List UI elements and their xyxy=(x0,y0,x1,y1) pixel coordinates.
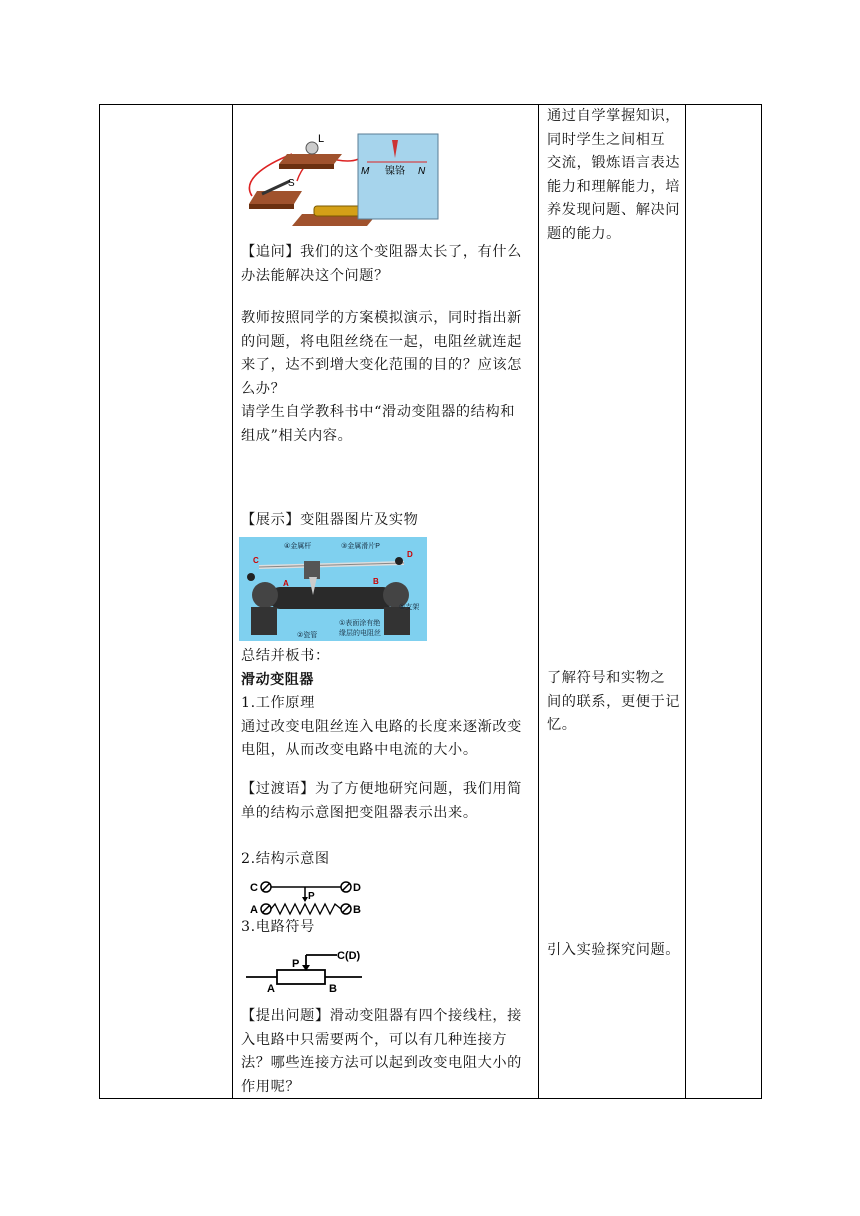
text-line: 能力和理解能力，培 xyxy=(547,178,681,195)
switch-label: S xyxy=(288,178,295,189)
text-line: 么办？ xyxy=(241,380,286,397)
symbol-b-label: B xyxy=(329,983,337,995)
struct-p-label: P xyxy=(308,891,315,902)
text-line: 组成”相关内容。 xyxy=(241,427,353,444)
text-line: 来了，达不到增大变化范围的目的？应该怎 xyxy=(241,357,522,373)
text-line: 同时学生之间相互 xyxy=(547,131,666,148)
slider-label: ③金属滑片P xyxy=(341,543,380,550)
d-label: D xyxy=(407,550,413,559)
text-line: 【过渡语】为了方便地研究问题，我们用简 xyxy=(241,781,522,797)
show-heading xyxy=(241,509,536,533)
symbol-p-label: P xyxy=(292,958,300,970)
struct-d-label: D xyxy=(353,882,361,894)
rod-label: ④金属杆 xyxy=(284,543,312,550)
text-line: 单的结构示意图把变阻器表示出来。 xyxy=(241,804,478,821)
column-divider xyxy=(538,105,539,1098)
struct-a-label: A xyxy=(250,904,258,916)
circuit-diagram xyxy=(242,126,442,230)
design-intent-note-2 xyxy=(547,667,683,738)
text-line: 忆。 xyxy=(547,717,577,733)
text-line: 通过自学掌握知识， xyxy=(547,108,681,124)
text-line: 入电路中只需要两个，可以有几种连接方 xyxy=(241,1031,508,1048)
symbol-a-label: A xyxy=(267,983,275,995)
teacher-demo xyxy=(241,307,536,448)
lamp-label: L xyxy=(318,133,325,145)
text-line: 教师按照同学的方案模拟演示，同时指出新 xyxy=(241,310,522,326)
text-line: 了解符号和实物之 xyxy=(547,670,666,686)
struct-c-label: C xyxy=(250,882,258,894)
section-heading: 滑动变阻器 xyxy=(241,671,314,688)
text-line: 法？哪些连接方法可以起到改变电阻大小的 xyxy=(241,1055,522,1071)
tube-label: ②瓷管 xyxy=(297,632,318,639)
c-label: C xyxy=(253,556,259,565)
transition-block xyxy=(241,778,536,825)
symbol-cd-label: C(D) xyxy=(337,950,361,962)
wire-label: 镍铬 xyxy=(385,166,405,177)
text-line: 养发现问题、解决问 xyxy=(547,202,681,218)
text-line: 通过改变电阻丝连入电路的长度来逐渐改变 xyxy=(241,718,522,735)
b-label: B xyxy=(373,577,379,586)
text-line: 【展示】变阻器图片及实物 xyxy=(241,512,419,528)
rheostat-photo xyxy=(239,537,427,641)
structure-heading xyxy=(241,848,536,872)
m-label: M xyxy=(361,166,370,177)
struct-b-label: B xyxy=(353,904,361,916)
symbol-heading xyxy=(241,916,536,940)
column-divider xyxy=(685,105,686,1098)
wire-label-2: 缘层的电阻丝 xyxy=(339,630,381,637)
text-line: 作用呢？ xyxy=(241,1078,301,1095)
text-line: 【追问】我们的这个变阻器太长了，有什么 xyxy=(241,244,522,260)
text-line: 题的能力。 xyxy=(547,225,621,242)
follow-up-question xyxy=(241,241,536,288)
circuit-symbol xyxy=(244,944,369,996)
text-line: 2.结构示意图 xyxy=(241,851,330,867)
text-line: 交流，锻炼语言表达 xyxy=(547,155,681,171)
design-intent-note-3 xyxy=(547,939,683,963)
structure-diagram xyxy=(248,878,368,918)
column-divider xyxy=(232,105,233,1098)
a-label: A xyxy=(283,579,289,588)
wire-label-1: ①表面涂有绝 xyxy=(339,620,381,627)
summary-block xyxy=(241,645,536,763)
text-line: 总结并板书： xyxy=(241,648,330,664)
design-intent-note-1 xyxy=(547,105,683,246)
stand-label: ⑤支架 xyxy=(399,604,420,611)
text-line: 3.电路符号 xyxy=(241,919,315,935)
text-line: 的问题，将电阻丝绕在一起，电阻丝就连起 xyxy=(241,333,522,350)
text-line: 间的联系，更便于记 xyxy=(547,693,681,710)
question-block xyxy=(241,1005,536,1099)
text-line: 【提出问题】滑动变阻器有四个接线柱，接 xyxy=(241,1008,522,1024)
text-line: 办法能解决这个问题？ xyxy=(241,267,389,284)
text-line: 请学生自学教科书中“滑动变阻器的结构和 xyxy=(241,404,516,420)
text-line: 电阻，从而改变电路中电流的大小。 xyxy=(241,742,478,758)
text-line: 1.工作原理 xyxy=(241,695,315,711)
n-label: N xyxy=(418,166,426,177)
text-line: 引入实验探究问题。 xyxy=(547,942,681,958)
